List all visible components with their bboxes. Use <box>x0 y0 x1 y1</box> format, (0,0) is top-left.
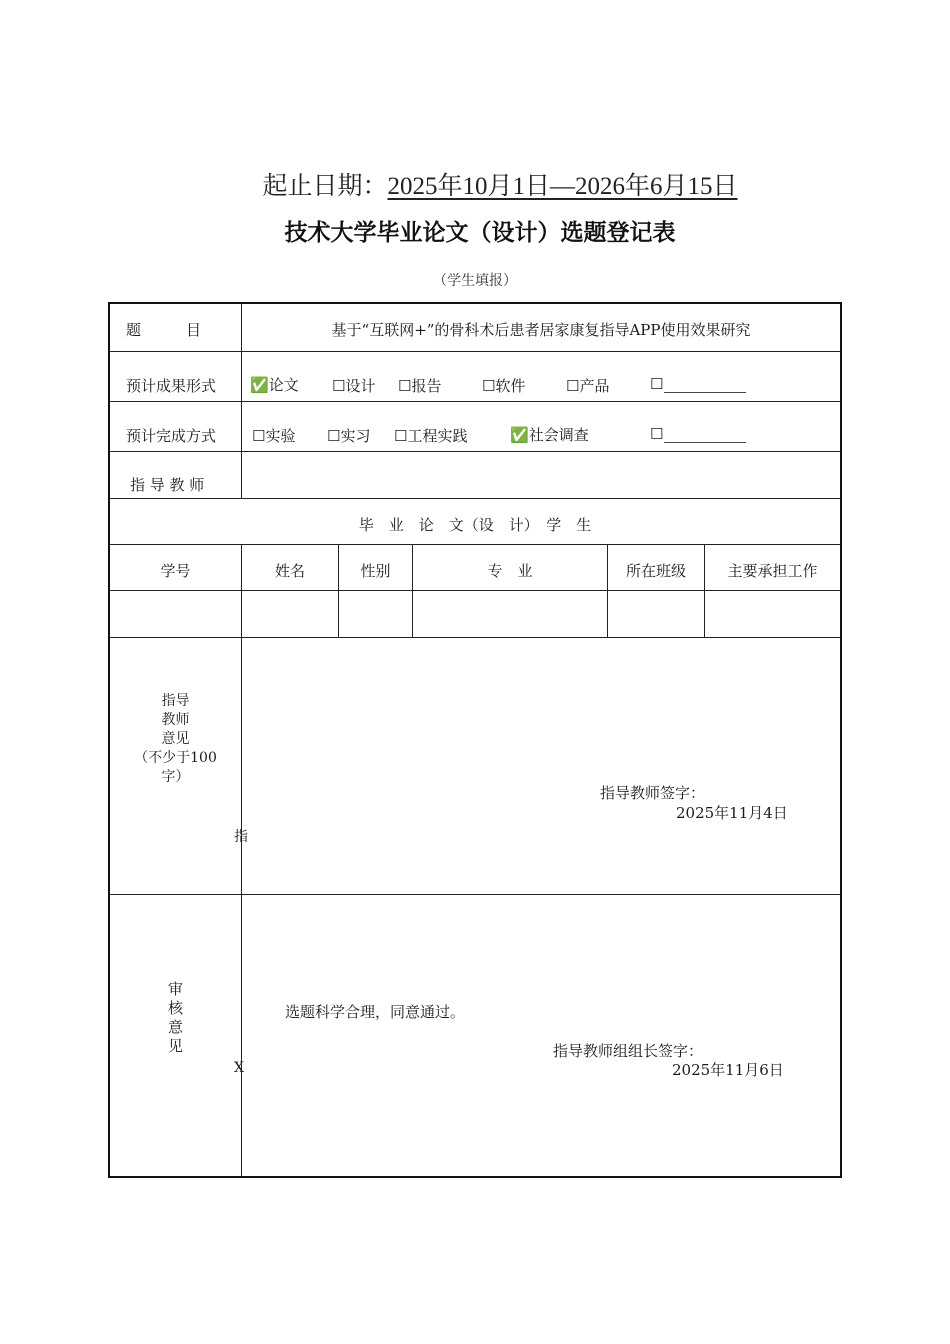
registration-form <box>108 302 842 1178</box>
advisor-opinion-label: 指导 教师 意见 （不少于100 字） <box>134 693 217 785</box>
stray-char: 指 <box>234 829 248 845</box>
option-engineering-practice[interactable]: ☐工程实践 <box>394 427 468 445</box>
checked-box-icon: ✅ <box>250 376 269 394</box>
student-id-cell[interactable] <box>116 606 236 630</box>
row-divider <box>110 894 840 895</box>
advisor-opinion-date: 2025年11月4日 <box>676 804 788 822</box>
checked-box-icon: ✅ <box>510 426 529 444</box>
option-design[interactable]: ☐设计 <box>332 377 376 395</box>
blank-field[interactable] <box>664 428 746 443</box>
option-other-result[interactable] <box>650 375 746 393</box>
option-software[interactable]: ☐软件 <box>482 377 526 395</box>
students-section-title: 毕 业 论 文（设 计） 学 生 <box>358 516 592 534</box>
topic-label: 题 目 <box>126 321 202 339</box>
option-experiment[interactable]: ☐实验 <box>252 427 296 445</box>
review-comment[interactable]: 选题科学合理，同意通过。 <box>285 1003 466 1021</box>
column-divider <box>412 544 413 637</box>
page-subtitle: （学生填报） <box>433 273 517 289</box>
row-divider <box>110 401 840 402</box>
student-major-cell[interactable] <box>417 606 603 630</box>
row-divider <box>110 351 840 352</box>
date-range: 2025年10月1日—2026年6月15日 <box>387 173 738 200</box>
column-divider <box>704 544 705 637</box>
row-divider <box>110 590 840 591</box>
topic-value: 基于“互联网+”的骨科术后患者居家康复指导APP使用效果研究 <box>331 321 751 339</box>
option-internship[interactable]: ☐实习 <box>327 427 371 445</box>
col-header-gender: 性别 <box>360 562 391 580</box>
stray-char: X <box>234 1060 244 1076</box>
col-header-student-id: 学号 <box>160 562 191 580</box>
checkbox-icon: ☐ <box>650 425 664 443</box>
checkbox-icon: ☐ <box>252 427 266 445</box>
page-title: 技术大学毕业论文（设计）选题登记表 <box>284 220 676 246</box>
date-line <box>0 166 950 202</box>
date-label: 起止日期： <box>262 173 388 200</box>
student-gender-cell[interactable] <box>343 606 408 630</box>
row-divider <box>110 498 840 499</box>
checkbox-icon: ☐ <box>650 375 664 393</box>
checkbox-icon: ☐ <box>482 377 496 395</box>
column-divider <box>607 544 608 637</box>
checkbox-icon: ☐ <box>394 427 408 445</box>
option-product[interactable]: ☐产品 <box>566 377 610 395</box>
col-header-name: 姓名 <box>274 562 305 580</box>
col-header-main-work: 主要承担工作 <box>727 562 818 580</box>
review-opinion-label: 审 核 意 见 <box>167 980 183 1055</box>
student-work-cell[interactable] <box>709 606 836 630</box>
advisor-signature-label: 指导教师签字： <box>600 784 706 802</box>
checkbox-icon: ☐ <box>566 377 580 395</box>
result-form-label: 预计成果形式 <box>126 377 217 395</box>
option-thesis[interactable]: ✅论文 <box>250 376 299 394</box>
review-signature-label: 指导教师组组长签字： <box>553 1042 704 1060</box>
row-divider <box>110 637 840 638</box>
column-divider <box>241 544 242 1176</box>
advisor-label: 指 导 教 师 <box>130 476 205 494</box>
row-divider <box>110 544 840 545</box>
checkbox-icon: ☐ <box>332 377 346 395</box>
option-social-survey[interactable]: ✅社会调查 <box>510 426 589 444</box>
completion-method-label: 预计完成方式 <box>126 427 217 445</box>
row-divider <box>110 451 840 452</box>
col-header-major: 专 业 <box>487 562 533 580</box>
review-opinion-date: 2025年11月6日 <box>672 1061 784 1079</box>
option-report[interactable]: ☐报告 <box>398 377 442 395</box>
col-header-class: 所在班级 <box>625 562 686 580</box>
checkbox-icon: ☐ <box>398 377 412 395</box>
student-name-cell[interactable] <box>246 606 334 630</box>
checkbox-icon: ☐ <box>327 427 341 445</box>
option-other-method[interactable] <box>650 425 746 443</box>
student-class-cell[interactable] <box>612 606 700 630</box>
blank-field[interactable] <box>664 378 746 393</box>
column-divider <box>338 544 339 637</box>
